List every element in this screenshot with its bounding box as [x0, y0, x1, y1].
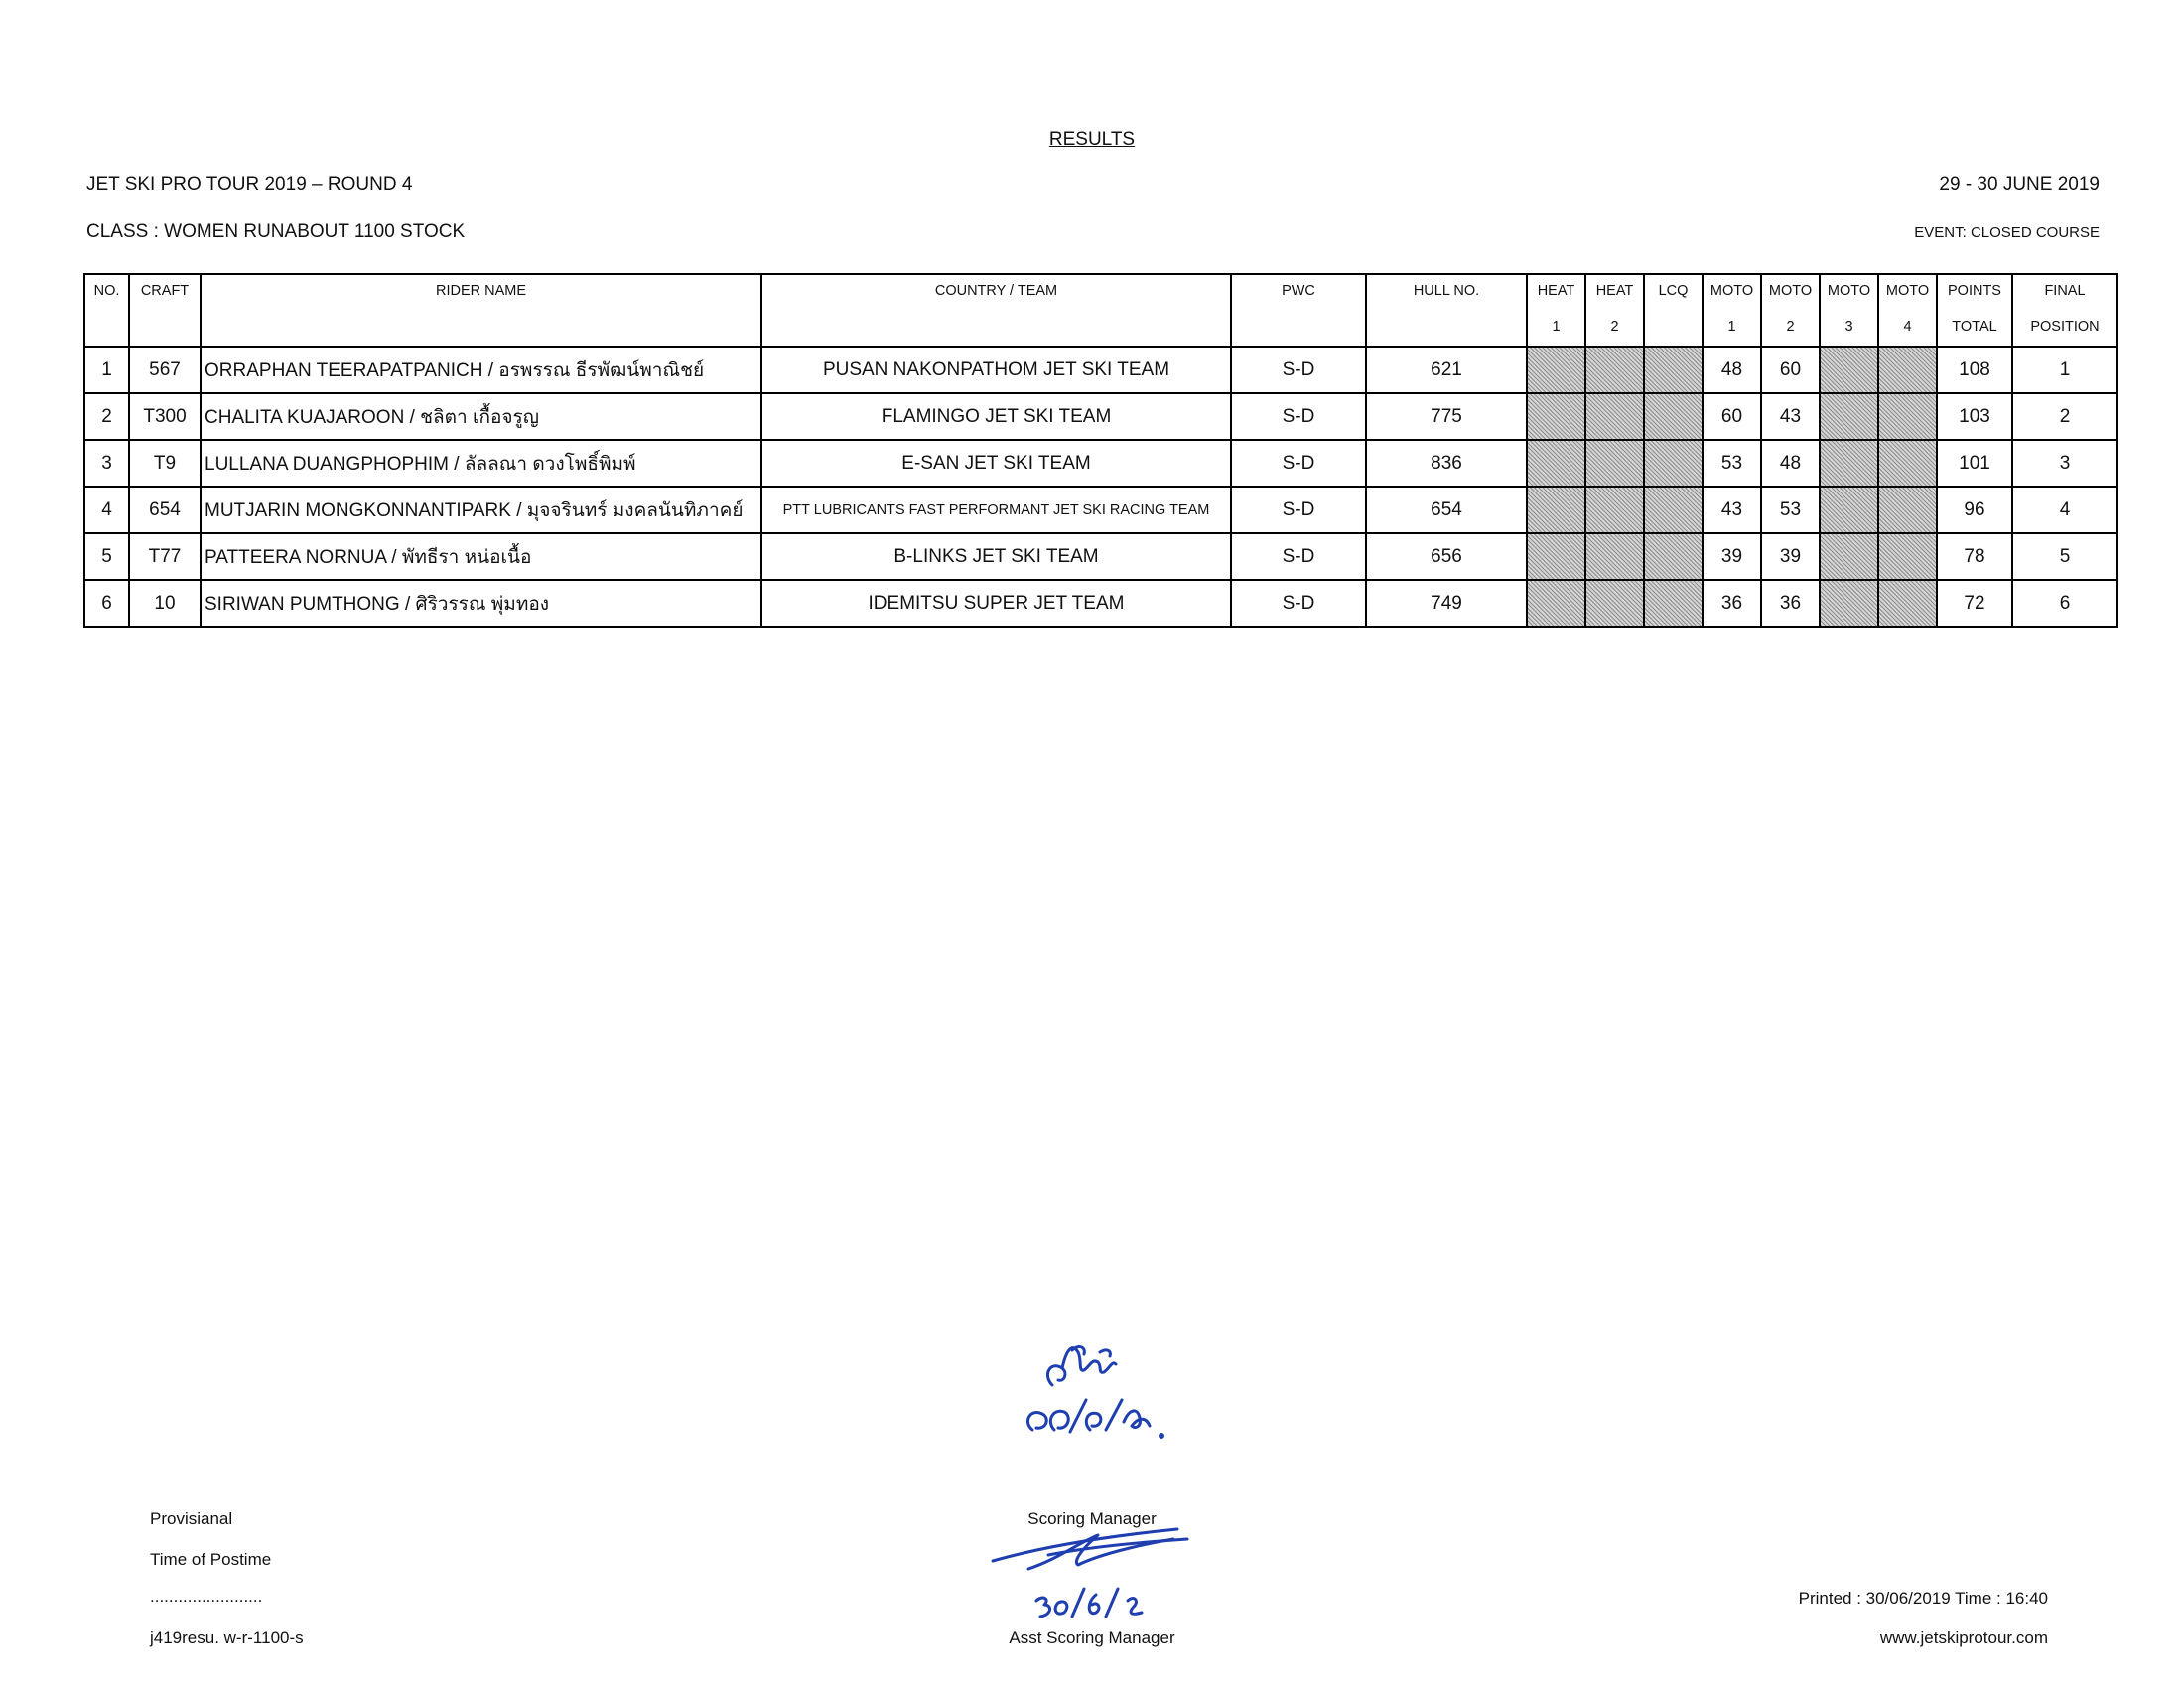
results-table: [83, 273, 2118, 628]
final-position: 5: [2012, 533, 2117, 580]
heat-2-cell: [1585, 393, 1644, 440]
hull-number: 656: [1366, 533, 1527, 580]
moto-3-cell: [1820, 580, 1878, 627]
table-header-row: [84, 274, 2117, 347]
moto-4-cell: [1878, 580, 1937, 627]
moto-1-points: 43: [1703, 487, 1761, 533]
craft-number: 567: [129, 347, 201, 393]
final-position: 4: [2012, 487, 2117, 533]
moto-3-cell: [1820, 533, 1878, 580]
final-position: 2: [2012, 393, 2117, 440]
column-header-line2: 4: [1903, 319, 1912, 335]
heat-1-cell: [1527, 533, 1585, 580]
column-header: [1644, 274, 1703, 347]
moto-4-cell: [1878, 533, 1937, 580]
column-header: [201, 274, 761, 347]
column-header-line1: RIDER NAME: [435, 283, 527, 299]
rider-name: ORRAPHAN TEERAPATPANICH / อรพรรณ ธีรพัฒน์พาณิชย์: [201, 347, 761, 393]
postime-dots: ........................: [150, 1587, 263, 1606]
craft-number: 654: [129, 487, 201, 533]
row-number: 4: [84, 487, 129, 533]
column-header-line2: TOTAL: [1952, 319, 1997, 335]
column-header-line1: MOTO: [1768, 283, 1813, 299]
table-row: [84, 487, 2117, 533]
pwc-type: S-D: [1231, 533, 1366, 580]
heat-2-cell: [1585, 580, 1644, 627]
website-url: www.jetskiprotour.com: [1879, 1628, 2048, 1647]
pwc-type: S-D: [1231, 440, 1366, 487]
heat-2-cell: [1585, 533, 1644, 580]
moto-4-cell: [1878, 487, 1937, 533]
moto-1-points: 36: [1703, 580, 1761, 627]
row-number: 5: [84, 533, 129, 580]
country-team: IDEMITSU SUPER JET TEAM: [761, 580, 1231, 627]
scoring-manager-signature: [1013, 1331, 1211, 1479]
row-number: 2: [84, 393, 129, 440]
column-header-line1: PWC: [1282, 283, 1315, 299]
column-header-line1: LCQ: [1658, 283, 1689, 299]
final-position: 1: [2012, 347, 2117, 393]
moto-3-cell: [1820, 393, 1878, 440]
heat-1-cell: [1527, 440, 1585, 487]
asst-scoring-manager-label: Asst Scoring Manager: [1009, 1628, 1175, 1647]
country-team: FLAMINGO JET SKI TEAM: [761, 393, 1231, 440]
moto-2-points: 36: [1761, 580, 1820, 627]
column-header: [129, 274, 201, 347]
points-total: 96: [1937, 487, 2012, 533]
moto-3-cell: [1820, 347, 1878, 393]
table-row: [84, 440, 2117, 487]
event-name: JET SKI PRO TOUR 2019 – ROUND 4: [86, 174, 413, 195]
craft-number: 10: [129, 580, 201, 627]
moto-1-points: 48: [1703, 347, 1761, 393]
column-header-line2: 2: [1786, 319, 1795, 335]
moto-1-points: 53: [1703, 440, 1761, 487]
lcq-cell: [1644, 393, 1703, 440]
moto-4-cell: [1878, 393, 1937, 440]
moto-1-points: 39: [1703, 533, 1761, 580]
column-header-line2: POSITION: [2030, 319, 2100, 335]
column-header-line2: 3: [1844, 319, 1853, 335]
lcq-cell: [1644, 347, 1703, 393]
column-header: [1937, 274, 2012, 347]
moto-2-points: 53: [1761, 487, 1820, 533]
time-of-postime-label: Time of Postime: [150, 1550, 272, 1569]
event-type: EVENT: CLOSED COURSE: [1914, 224, 2100, 241]
rider-name: CHALITA KUAJAROON / ชลิตา เกื้อจรูญ: [201, 393, 761, 440]
results-table-body: [84, 347, 2117, 627]
provisional-label: Provisianal: [150, 1509, 233, 1528]
column-header: [1585, 274, 1644, 347]
heat-2-cell: [1585, 440, 1644, 487]
points-total: 72: [1937, 580, 2012, 627]
lcq-cell: [1644, 440, 1703, 487]
hull-number: 749: [1366, 580, 1527, 627]
row-number: 3: [84, 440, 129, 487]
pwc-type: S-D: [1231, 393, 1366, 440]
country-team: B-LINKS JET SKI TEAM: [761, 533, 1231, 580]
scoring-manager-label: Scoring Manager: [1027, 1509, 1157, 1528]
column-header-line1: HEAT: [1537, 283, 1575, 299]
craft-number: T300: [129, 393, 201, 440]
moto-2-points: 39: [1761, 533, 1820, 580]
column-header-line1: MOTO: [1885, 283, 1930, 299]
column-header-line1: NO.: [93, 283, 120, 299]
column-header-line2: 1: [1727, 319, 1736, 335]
hull-number: 836: [1366, 440, 1527, 487]
lcq-cell: [1644, 580, 1703, 627]
hull-number: 654: [1366, 487, 1527, 533]
moto-4-cell: [1878, 440, 1937, 487]
table-row: [84, 393, 2117, 440]
column-header-line1: FINAL: [2044, 283, 2086, 299]
column-header-line1: COUNTRY / TEAM: [934, 283, 1058, 299]
column-header: [761, 274, 1231, 347]
rider-name: SIRIWAN PUMTHONG / ศิริวรรณ พุ่มทอง: [201, 580, 761, 627]
lcq-cell: [1644, 533, 1703, 580]
page-heading: RESULTS: [1048, 129, 1136, 150]
moto-2-points: 60: [1761, 347, 1820, 393]
country-team: E-SAN JET SKI TEAM: [761, 440, 1231, 487]
rider-name: LULLANA DUANGPHOPHIM / ลัลลณา ดวงโพธิ์พิมพ์: [201, 440, 761, 487]
moto-4-cell: [1878, 347, 1937, 393]
column-header-line1: HULL NO.: [1413, 283, 1480, 299]
moto-3-cell: [1820, 487, 1878, 533]
hull-number: 775: [1366, 393, 1527, 440]
asst-scoring-manager-signature: [989, 1525, 1211, 1634]
pwc-type: S-D: [1231, 487, 1366, 533]
file-code: j419resu. w-r-1100-s: [150, 1628, 304, 1647]
craft-number: T77: [129, 533, 201, 580]
table-row: [84, 347, 2117, 393]
heat-2-cell: [1585, 487, 1644, 533]
lcq-cell: [1644, 487, 1703, 533]
row-number: 6: [84, 580, 129, 627]
points-total: 108: [1937, 347, 2012, 393]
country-team: PTT LUBRICANTS FAST PERFORMANT JET SKI RACING TEAM: [761, 487, 1231, 533]
column-header: [1820, 274, 1878, 347]
column-header: [1878, 274, 1937, 347]
points-total: 78: [1937, 533, 2012, 580]
column-header-line1: MOTO: [1827, 283, 1871, 299]
column-header: [1761, 274, 1820, 347]
row-number: 1: [84, 347, 129, 393]
final-position: 3: [2012, 440, 2117, 487]
moto-3-cell: [1820, 440, 1878, 487]
rider-name: PATTEERA NORNUA / พัทธีรา หน่อเนื้อ: [201, 533, 761, 580]
pwc-type: S-D: [1231, 580, 1366, 627]
heat-1-cell: [1527, 347, 1585, 393]
column-header: [84, 274, 129, 347]
heat-2-cell: [1585, 347, 1644, 393]
heat-1-cell: [1527, 487, 1585, 533]
table-row: [84, 580, 2117, 627]
rider-name: MUTJARIN MONGKONNANTIPARK / มุจจรินทร์ มงคลนันทิภาคย์: [201, 487, 761, 533]
country-team: PUSAN NAKONPATHOM JET SKI TEAM: [761, 347, 1231, 393]
column-header-line1: POINTS: [1948, 283, 2001, 299]
column-header: [1366, 274, 1527, 347]
column-header-line1: CRAFT: [140, 283, 190, 299]
column-header: [1231, 274, 1366, 347]
event-dates: 29 - 30 JUNE 2019: [1939, 174, 2100, 195]
moto-2-points: 43: [1761, 393, 1820, 440]
column-header-line1: MOTO: [1709, 283, 1754, 299]
hull-number: 621: [1366, 347, 1527, 393]
moto-1-points: 60: [1703, 393, 1761, 440]
table-row: [84, 533, 2117, 580]
printed-timestamp: Printed : 30/06/2019 Time : 16:40: [1798, 1589, 2048, 1608]
column-header-line1: HEAT: [1595, 283, 1634, 299]
heat-1-cell: [1527, 393, 1585, 440]
final-position: 6: [2012, 580, 2117, 627]
craft-number: T9: [129, 440, 201, 487]
class-label: CLASS : WOMEN RUNABOUT 1100 STOCK: [86, 221, 466, 242]
points-total: 101: [1937, 440, 2012, 487]
column-header: [1527, 274, 1585, 347]
points-total: 103: [1937, 393, 2012, 440]
column-header-line2: 1: [1552, 319, 1561, 335]
column-header-line2: 2: [1610, 319, 1619, 335]
column-header: [1703, 274, 1761, 347]
moto-2-points: 48: [1761, 440, 1820, 487]
column-header: [2012, 274, 2117, 347]
heat-1-cell: [1527, 580, 1585, 627]
pwc-type: S-D: [1231, 347, 1366, 393]
